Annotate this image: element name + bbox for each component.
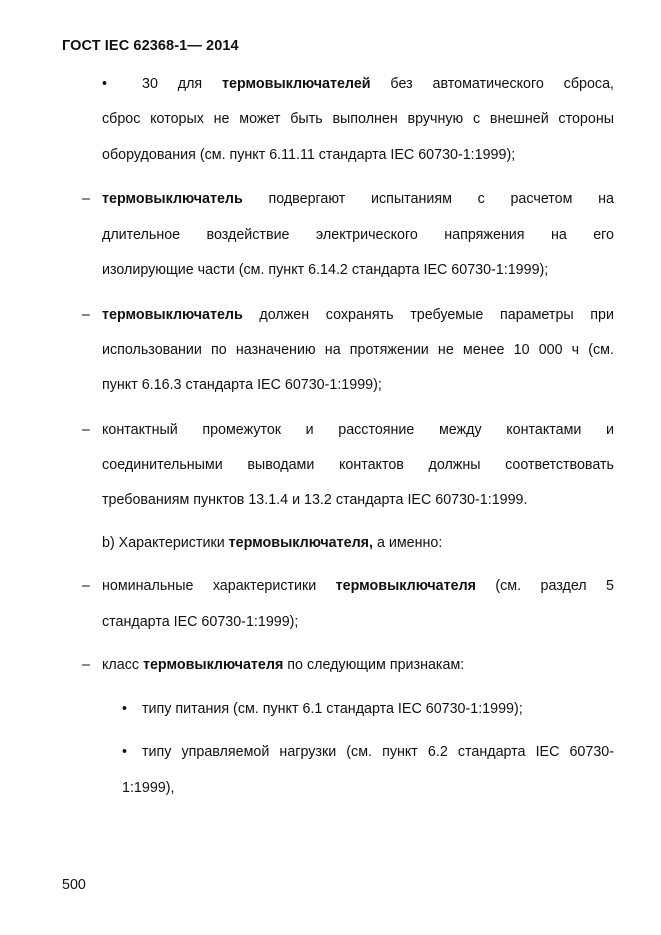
bullet-marker: • <box>102 76 108 92</box>
dash-item-2-line-1: термовыключатель должен сохранять требуемые параметры при <box>102 307 614 323</box>
sub-item-2-line-1: типу управляемой нагрузки (см. пункт 6.2 стандарта IEC 60730- <box>142 744 614 760</box>
bullet-item-line-2: сброс которых не может быть выполнен вручную с внешней стороны <box>102 111 614 127</box>
sub-bullet-marker: • <box>122 701 128 717</box>
sub-bullet-marker: • <box>122 744 128 760</box>
dash-item-1-line-1: термовыключатель подвергают испытаниям с расчетом на <box>102 191 614 207</box>
dash-item-4-line-2: стандарта IEC 60730-1:1999); <box>102 614 299 630</box>
dash-item-1-line-2: длительное воздействие электрического напряжения на его <box>102 227 614 243</box>
dash-marker: – <box>82 307 90 323</box>
page-number: 500 <box>62 877 86 893</box>
dash-item-1-line-3: изолирующие части (см. пункт 6.14.2 стандарта IEC 60730-1:1999); <box>102 262 549 278</box>
dash-item-2-line-3: пункт 6.16.3 стандарта IEC 60730-1:1999); <box>102 377 382 393</box>
paragraph-b: b) Характеристики термовыключателя, а именно: <box>102 535 443 551</box>
dash-item-3-line-3: требованиям пунктов 13.1.4 и 13.2 стандарта IEC 60730-1:1999. <box>102 492 528 508</box>
sub-item-1: типу питания (см. пункт 6.1 стандарта IEC 60730-1:1999); <box>142 701 523 717</box>
dash-marker: – <box>82 191 90 207</box>
bullet-item-line-1: 30 для термовыключателей без автоматического сброса, <box>142 76 614 92</box>
dash-item-4-line-1: номинальные характеристики термовыключателя (см. раздел 5 <box>102 578 614 594</box>
dash-item-5: класс термовыключателя по следующим признакам: <box>102 657 465 673</box>
bullet-item-line-3: оборудования (см. пункт 6.11.11 стандарта IEC 60730-1:1999); <box>102 147 516 163</box>
dash-marker: – <box>82 422 90 438</box>
dash-marker: – <box>82 578 90 594</box>
sub-item-2-line-2: 1:1999), <box>122 780 175 796</box>
document-header: ГОСТ IEC 62368-1— 2014 <box>62 38 239 54</box>
dash-item-3-line-2: соединительными выводами контактов должны соответствовать <box>102 457 614 473</box>
dash-item-3-line-1: контактный промежуток и расстояние между контактами и <box>102 422 614 438</box>
dash-item-2-line-2: использовании по назначению на протяжении не менее 10 000 ч (см. <box>102 342 614 358</box>
dash-marker: – <box>82 657 90 673</box>
